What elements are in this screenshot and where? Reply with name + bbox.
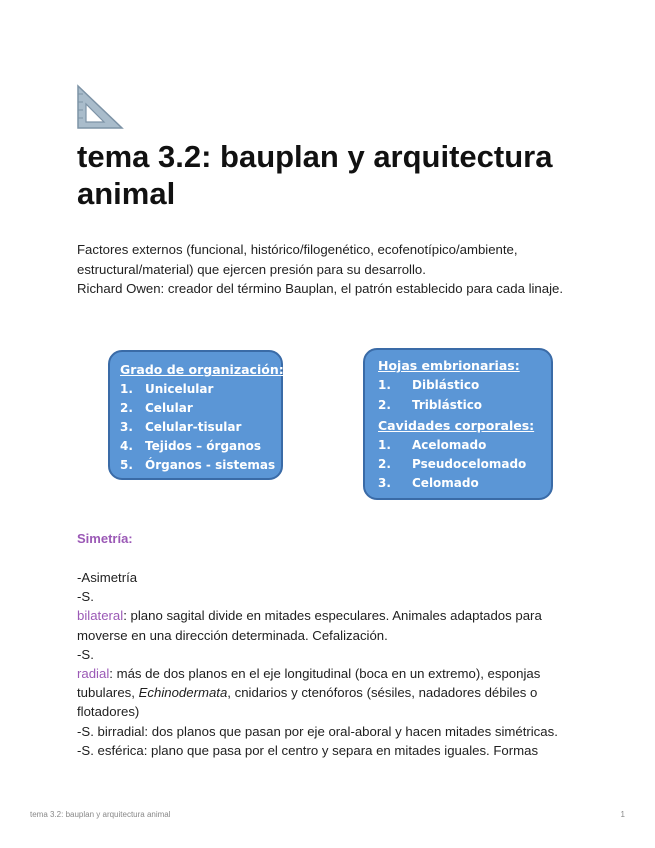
s-prefix-1: -S. bbox=[77, 589, 94, 605]
page-title: tema 3.2: bauplan y arquitectura animal bbox=[77, 139, 553, 211]
list-item: 5. Órganos - sistemas bbox=[120, 458, 276, 472]
list-item: 1. Unicelular bbox=[120, 382, 214, 396]
set-square-icon bbox=[76, 84, 124, 130]
bilateral-line: bilateral: plano sagital divide en mitades especulares. Animales adaptados para moverse en una dirección determinada. Cefalización. bbox=[77, 608, 542, 643]
footer-title: tema 3.2: bauplan y arquitectura animal bbox=[30, 810, 171, 819]
intro-paragraph-2: Richard Owen: creador del término Bauplan, el patrón establecido para cada linaje. bbox=[77, 281, 564, 297]
list-item: 3. Celular-tisular bbox=[120, 420, 242, 434]
box2-header-cavities: Cavidades corporales: bbox=[378, 418, 535, 433]
symmetry-heading: Simetría: bbox=[77, 531, 133, 546]
list-item: 3. Celomado bbox=[378, 476, 479, 490]
s-prefix-2: -S. bbox=[77, 646, 94, 662]
list-item: 1. Acelomado bbox=[378, 438, 487, 452]
list-item: 1. Diblástico bbox=[378, 378, 480, 392]
list-item: 4. Tejidos – órganos bbox=[120, 439, 262, 453]
bilateral-term: bilateral bbox=[77, 608, 124, 624]
organization-degree-box bbox=[108, 350, 283, 480]
list-item: 2. Celular bbox=[120, 401, 193, 415]
birradial-line: -S. birradial: dos planos que pasan por eje oral-aboral y hacen mitades simétricas. bbox=[77, 723, 558, 739]
box2-header-layers: Hojas embrionarias: bbox=[378, 358, 520, 373]
embryonic-layers-box bbox=[363, 348, 553, 500]
list-item: 2. Pseudocelomado bbox=[378, 457, 527, 471]
asymmetry-line: -Asimetría bbox=[77, 570, 138, 585]
symmetry-section bbox=[77, 568, 587, 760]
spherical-line: -S. esférica: plano que pasa por el centro y separa en mitades iguales. Formas bbox=[77, 742, 539, 758]
radial-line: radial: más de dos planos en el eje longitudinal (boca en un extremo), esponjas tubulares, Echinodermata, cnidarios y ctenóforos (sésiles, nadadores débiles o flotadores) bbox=[77, 666, 541, 720]
intro-paragraph-1: Factores externos (funcional, histórico/filogenético, ecofenotípico/ambiente, estructural/material) que ejercen presión para su desarrollo. bbox=[77, 242, 518, 277]
radial-term: radial bbox=[77, 666, 110, 682]
box1-header: Grado de organización: bbox=[120, 362, 284, 377]
page-number: 1 bbox=[620, 810, 625, 819]
list-item: 2. Triblástico bbox=[378, 398, 483, 412]
intro-section bbox=[77, 240, 577, 299]
